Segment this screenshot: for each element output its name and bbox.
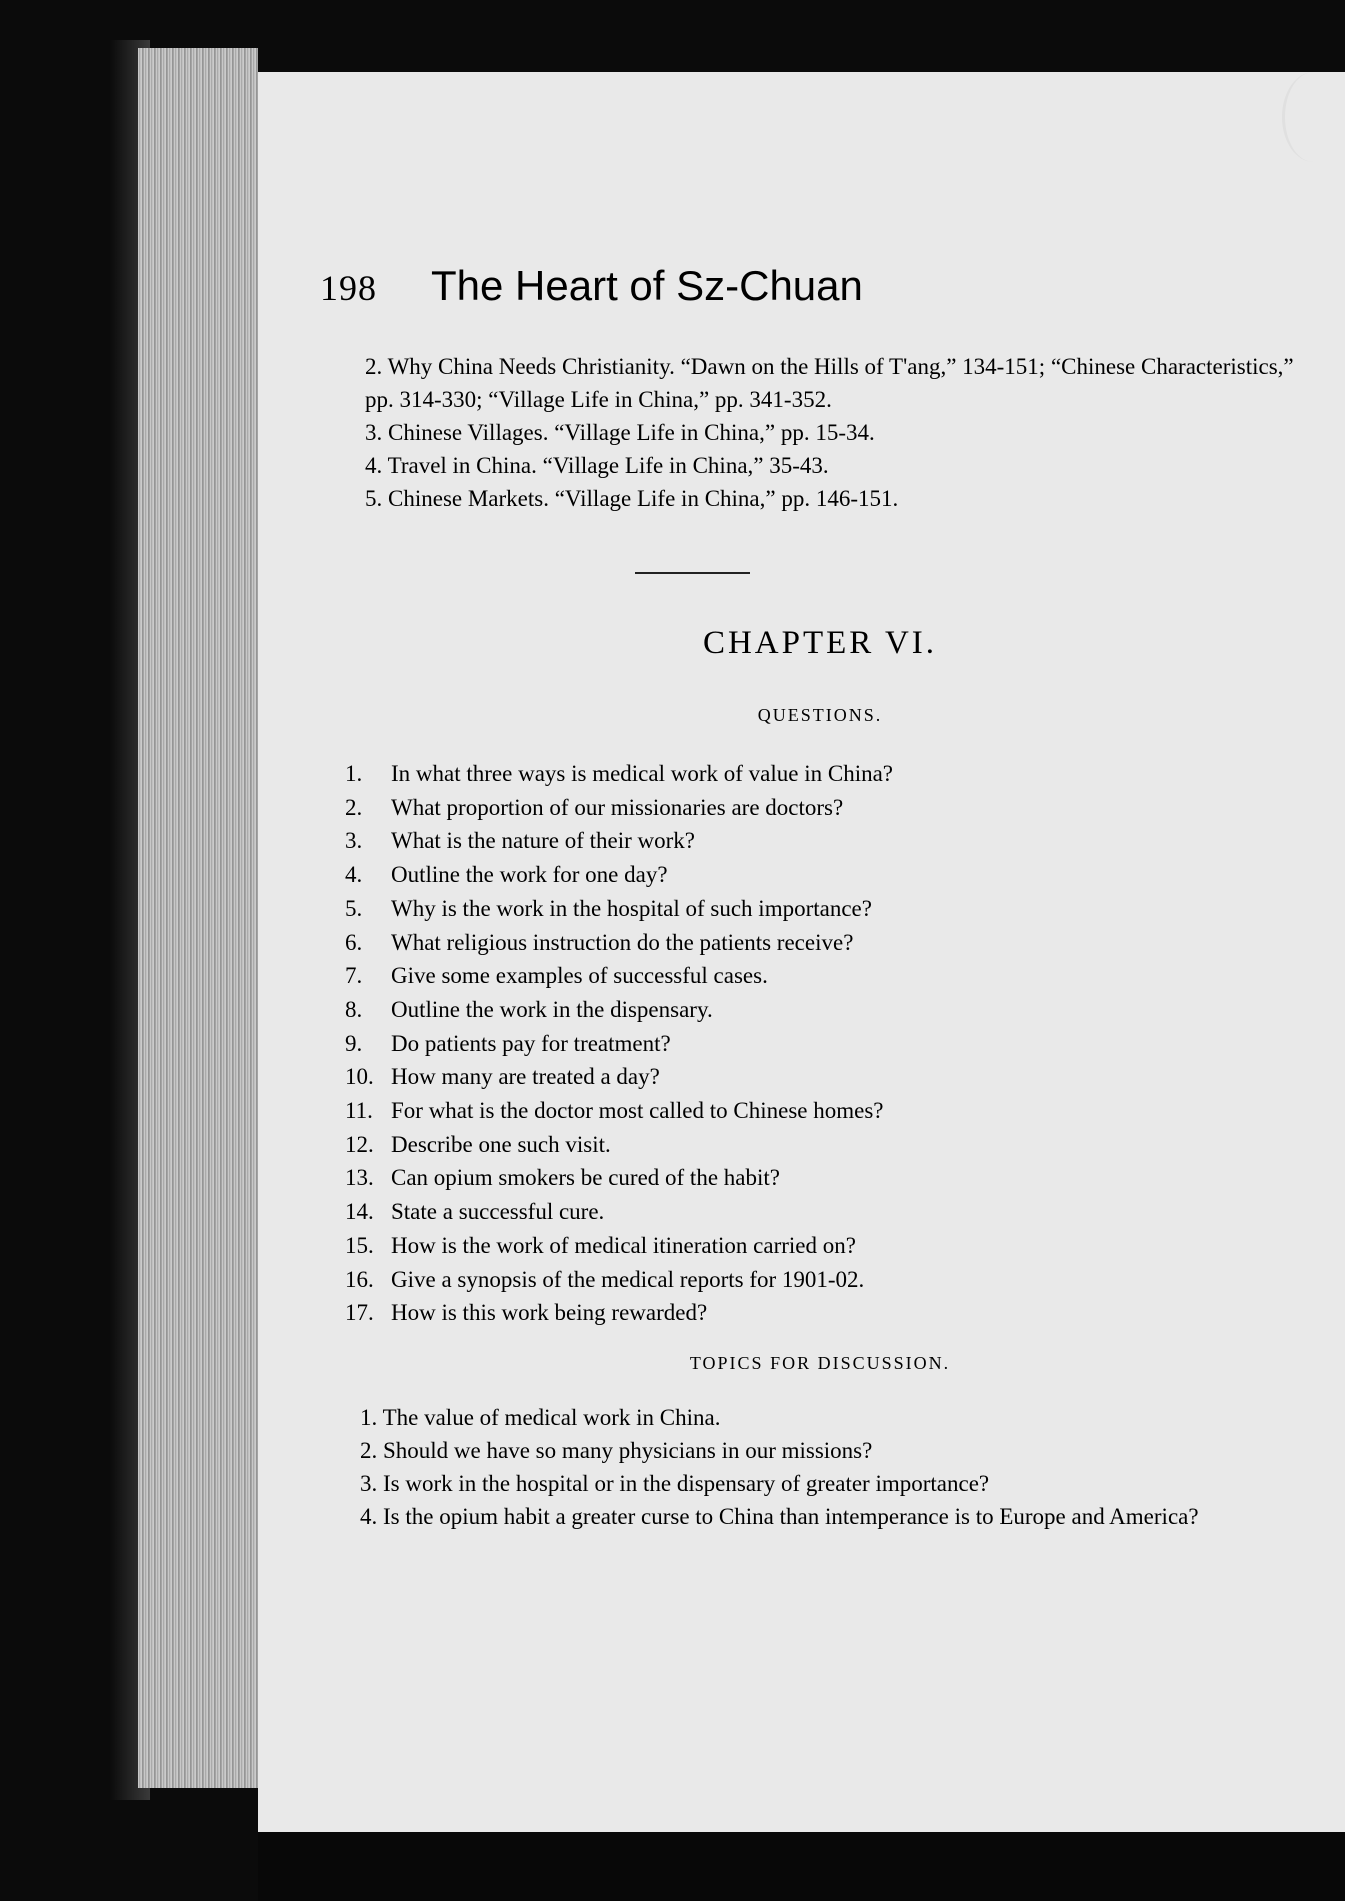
question-item xyxy=(345,1161,893,1195)
page-curl xyxy=(1282,72,1345,162)
page-header xyxy=(320,262,863,310)
question-number: 9. xyxy=(345,1030,363,1056)
question-item xyxy=(345,1296,893,1330)
question-text: Can opium smokers be cured of the habit? xyxy=(391,1165,780,1191)
question-item xyxy=(345,892,893,926)
question-item xyxy=(345,926,893,960)
reference-item: 5. Chinese Markets. “Village Life in China,” pp. 146-151. xyxy=(365,486,899,511)
question-text: Outline the work in the dispensary. xyxy=(391,996,713,1022)
question-item xyxy=(345,1094,893,1128)
questions-list xyxy=(345,757,893,1330)
questions-heading: QUESTIONS. xyxy=(757,705,883,725)
question-text: What proportion of our missionaries are doctors? xyxy=(391,794,844,820)
reading-references xyxy=(315,350,1325,515)
topic-item: 4. Is the opium habit a greater curse to China than intemperance is to Europe and America? xyxy=(360,1504,1199,1529)
question-number: 2. xyxy=(345,794,363,820)
topic-item: 3. Is work in the hospital or in the dispensary of greater importance? xyxy=(360,1471,990,1496)
question-text: Give some examples of successful cases. xyxy=(391,963,768,989)
question-text: Outline the work for one day? xyxy=(391,862,668,888)
question-number: 3. xyxy=(345,828,363,854)
question-item xyxy=(345,1229,893,1263)
question-number: 1. xyxy=(345,761,363,786)
question-number: 16. xyxy=(345,1266,374,1292)
question-text: Describe one such visit. xyxy=(391,1131,611,1157)
question-number: 15. xyxy=(345,1232,374,1258)
question-item xyxy=(345,824,893,858)
question-number: 6. xyxy=(345,929,363,955)
reference-item: 3. Chinese Villages. “Village Life in China,” pp. 15-34. xyxy=(365,420,875,445)
question-text: Do patients pay for treatment? xyxy=(391,1030,671,1056)
question-text: How is this work being rewarded? xyxy=(391,1300,708,1326)
question-number: 8. xyxy=(345,996,363,1022)
question-item xyxy=(345,1027,893,1061)
question-number: 7. xyxy=(345,963,363,989)
question-item xyxy=(345,993,893,1027)
question-text: What religious instruction do the patients receive? xyxy=(391,929,854,955)
page-bottom-shadow xyxy=(258,1832,1345,1901)
question-number: 10. xyxy=(345,1064,374,1090)
reference-item: 4. Travel in China. “Village Life in China,” 35-43. xyxy=(365,453,829,478)
topic-item: 1. The value of medical work in China. xyxy=(360,1405,721,1430)
question-text: Why is the work in the hospital of such importance? xyxy=(391,895,872,921)
page-number: 198 xyxy=(320,268,377,308)
question-text: Give a synopsis of the medical reports for 1901-02. xyxy=(391,1266,865,1292)
question-number: 14. xyxy=(345,1199,374,1225)
question-text: State a successful cure. xyxy=(391,1199,605,1225)
question-number: 12. xyxy=(345,1131,374,1157)
topics-heading: TOPICS FOR DISCUSSION. xyxy=(689,1353,951,1373)
question-item xyxy=(345,791,893,825)
question-text: In what three ways is medical work of value in China? xyxy=(391,761,894,786)
section-divider xyxy=(635,572,750,574)
book-page-edges xyxy=(138,48,258,1788)
question-number: 11. xyxy=(345,1098,373,1124)
question-number: 4. xyxy=(345,862,363,888)
question-number: 17. xyxy=(345,1300,374,1326)
question-item xyxy=(345,1195,893,1229)
question-text: For what is the doctor most called to Chinese homes? xyxy=(391,1098,884,1124)
question-item xyxy=(345,1263,893,1297)
chapter-title: CHAPTER VI. xyxy=(702,625,938,661)
question-item xyxy=(345,1128,893,1162)
question-number: 13. xyxy=(345,1165,374,1191)
question-item xyxy=(345,858,893,892)
question-text: How many are treated a day? xyxy=(391,1064,660,1090)
topics-list xyxy=(315,1401,1315,1533)
topic-item: 2. Should we have so many physicians in our missions? xyxy=(360,1438,873,1463)
question-item xyxy=(345,1060,893,1094)
question-text: What is the nature of their work? xyxy=(391,828,695,854)
reference-item: 2. Why China Needs Christianity. “Dawn on the Hills of T'ang,” 134-151; “Chinese Characteristics,” pp. 314-330; “Village Life in China,” pp. 341-352. xyxy=(365,354,1294,412)
question-item xyxy=(345,959,893,993)
question-text: How is the work of medical itineration carried on? xyxy=(391,1232,856,1258)
question-number: 5. xyxy=(345,895,363,921)
running-title: The Heart of Sz-Chuan xyxy=(431,262,863,309)
question-item xyxy=(345,757,893,791)
